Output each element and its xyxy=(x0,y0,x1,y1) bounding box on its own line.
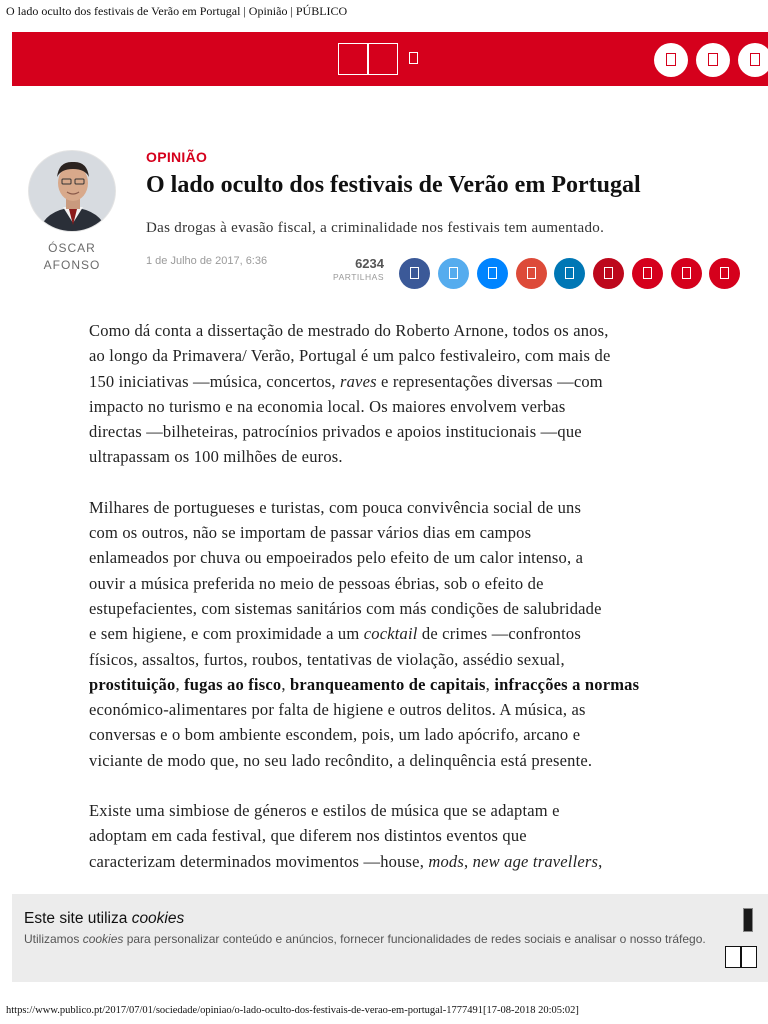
print-page-url: https://www.publico.pt/2017/07/01/sociedade/opiniao/o-lado-oculto-dos-festivais-de-verao-em-portugal-1777491[17-08-2018 20:05:02] xyxy=(6,1005,579,1016)
share-google-plus-button[interactable] xyxy=(516,258,547,289)
cookie-text-b: para personalizar conteúdo e anúncios, fornecer funcionalidades de redes sociais e analisar o nosso tráfego. xyxy=(123,932,706,946)
messenger-icon xyxy=(488,267,497,279)
p1-line-1: Como dá conta a dissertação de mestrado do Roberto Arnone, todos os anos, xyxy=(89,321,609,340)
p1-raves: raves xyxy=(339,371,377,391)
print-icon xyxy=(682,267,691,279)
google-plus-icon xyxy=(527,267,536,279)
p3-mods: mods xyxy=(428,851,464,871)
cookie-banner xyxy=(12,894,768,982)
p2-line-1: Milhares de portugueses e turistas, com pouca convivência social de uns xyxy=(89,497,582,517)
cookie-title-text: Este site utiliza xyxy=(24,910,132,927)
share-count-label: PARTILHAS xyxy=(333,272,384,282)
cookie-title xyxy=(24,910,184,928)
paragraph-3 xyxy=(89,798,689,874)
menu-icon[interactable] xyxy=(338,43,368,75)
p2-line-9: económico-alimentares por falta de higiene e outros delitos. A música, as xyxy=(89,700,586,720)
link-prostituicao[interactable]: prostituição xyxy=(89,674,176,694)
share-count: 6234 xyxy=(355,256,384,271)
p3-line-3b: , xyxy=(464,851,473,871)
more-glyph xyxy=(750,53,760,66)
share-counter xyxy=(326,256,384,282)
author-avatar[interactable] xyxy=(28,150,116,232)
site-header-bar xyxy=(12,32,768,86)
linkedin-icon xyxy=(565,267,574,279)
p2-line-6 xyxy=(89,621,689,646)
p1-line-3b: e representações diversas —com xyxy=(376,371,603,391)
print-button[interactable] xyxy=(671,258,702,289)
p3-line-3 xyxy=(89,849,689,874)
p2-line-8: prostituição, fugas ao fisco, branqueamento de capitais, infracções a normas xyxy=(89,674,640,694)
p1-line-6: ultrapassam os 100 milhões de euros. xyxy=(89,447,343,467)
author-photo-icon xyxy=(29,151,116,232)
share-linkedin-button[interactable] xyxy=(554,258,585,289)
share-facebook-button[interactable] xyxy=(399,258,430,289)
p3-line-1: Existe uma simbiose de géneros e estilos de música que se adaptam e xyxy=(89,801,560,821)
share-twitter-button[interactable] xyxy=(438,258,469,289)
article-title: O lado oculto dos festivais de Verão em Portugal xyxy=(146,172,641,198)
p2-line-7: físicos, assaltos, furtos, roubos, tentativas de violação, assédio sexual, xyxy=(89,649,565,669)
p2-line-2: com os outros, não se importam de passar vários dias em campos xyxy=(89,523,532,543)
article-body xyxy=(89,318,689,899)
p2-line-4: ouvir a música preferida no meio de pessoas ébrias, sob o efeito de xyxy=(89,573,544,593)
cookie-close-button[interactable] xyxy=(723,946,759,970)
link-infraccoes[interactable]: infracções a normas xyxy=(494,674,640,694)
p2-line-10: conversas e o bom ambiente escondem, pois, um lado apócrifo, arcano e xyxy=(89,725,581,745)
share-email-button[interactable] xyxy=(632,258,663,289)
p3-line-3c: , xyxy=(598,851,603,871)
p2-line-6b: de crimes —confrontos xyxy=(417,624,581,644)
author-first-name: ÓSCAR xyxy=(48,241,96,255)
close-icon xyxy=(725,946,741,968)
bookmark-glyph xyxy=(708,53,718,66)
user-glyph xyxy=(666,53,676,66)
p1-line-5: directas —bilheteiras, patrocínios privados e apoios institucionais —que xyxy=(89,422,582,442)
p1-line-2: ao longo da Primavera/ Verão, Portugal é um palco festivaleiro, com mais de xyxy=(89,346,611,366)
p2-line-3: enlameados por chuva ou empoeirados pelo efeito de um calor intenso, a xyxy=(89,548,584,568)
cookie-text-em: cookies xyxy=(82,932,124,946)
share-pinterest-button[interactable] xyxy=(593,258,624,289)
publish-date: 1 de Julho de 2017, 6:36 xyxy=(146,255,268,267)
cookie-description xyxy=(24,931,724,948)
twitter-icon xyxy=(449,267,458,279)
p2-line-11: viciante de modo que, no seu lado recôndito, a delinquência está presente. xyxy=(89,750,593,770)
p2-line-6a: e sem higiene, e com proximidade a um xyxy=(89,624,364,644)
cookie-text-a: Utilizamos xyxy=(24,932,83,946)
p3-new-age: new age travellers xyxy=(472,851,599,871)
user-icon[interactable] xyxy=(654,43,688,77)
p1-line-3a: 150 iniciativas —música, concertos, xyxy=(89,371,340,391)
comment-icon xyxy=(720,267,729,279)
print-page-title: O lado oculto dos festivais de Verão em Portugal | Opinião | PÚBLICO xyxy=(6,4,348,18)
logo-glyph-icon[interactable] xyxy=(409,52,418,64)
p2-line-5: estupefacientes, com sistemas sanitários com más condições de salubridade xyxy=(89,598,602,618)
section-label[interactable]: OPINIÃO xyxy=(146,149,208,165)
share-messenger-button[interactable] xyxy=(477,258,508,289)
p3-line-2: adoptam em cada festival, que diferem nos distintos eventos que xyxy=(89,826,527,846)
p2-cocktail: cocktail xyxy=(363,624,418,644)
p1-line-3 xyxy=(89,369,689,394)
comment-button[interactable] xyxy=(709,258,740,289)
paragraph-1 xyxy=(89,318,689,470)
article-subtitle: Das drogas à evasão fiscal, a criminalidade nos festivais tem aumentado. xyxy=(146,220,605,236)
author-last-name: AFONSO xyxy=(43,258,101,272)
author-name[interactable] xyxy=(20,240,124,274)
cookie-scrollbar[interactable] xyxy=(743,908,753,932)
link-branqueamento[interactable]: branqueamento de capitais xyxy=(289,674,486,694)
more-icon[interactable] xyxy=(738,43,768,77)
paragraph-2 xyxy=(89,495,689,773)
bookmark-icon[interactable] xyxy=(696,43,730,77)
search-icon[interactable] xyxy=(368,43,398,75)
p1-line-4: impacto no turismo e na economia local. Os maiores envolvem verbas xyxy=(89,396,566,416)
pinterest-icon xyxy=(604,267,613,279)
facebook-icon xyxy=(410,267,419,279)
cookie-title-em: cookies xyxy=(131,910,185,927)
p3-line-3a: caracterizam determinados movimentos —house, xyxy=(89,851,429,871)
close-icon-part xyxy=(741,946,757,968)
link-fugas-ao-fisco[interactable]: fugas ao fisco xyxy=(184,674,282,694)
email-icon xyxy=(643,267,652,279)
